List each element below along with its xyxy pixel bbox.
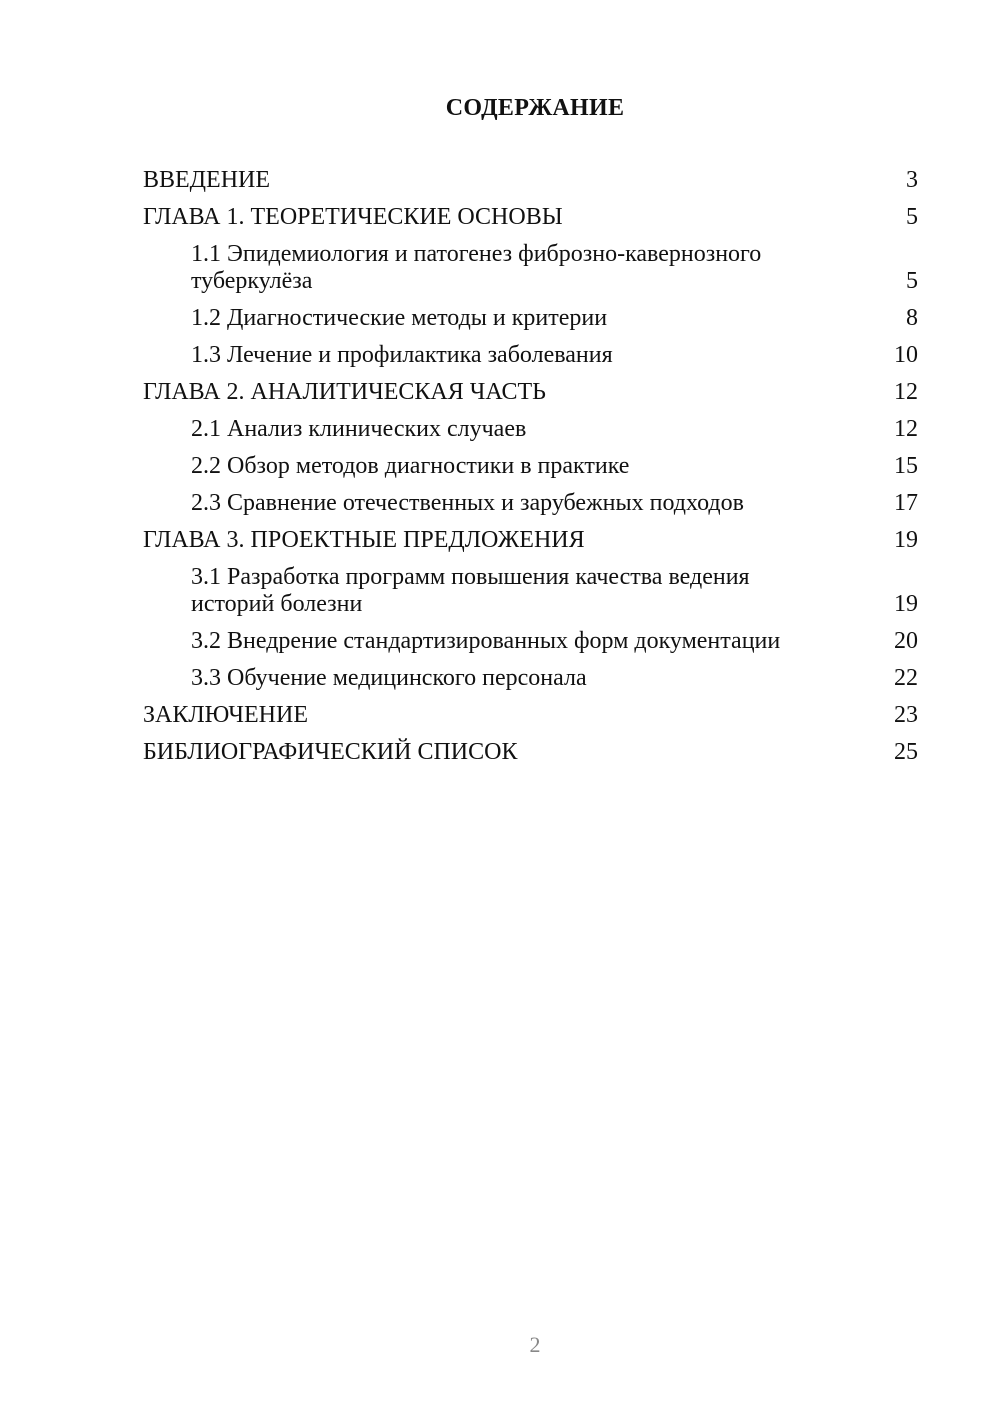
toc-entry-label: 1.2 Диагностические методы и критерии bbox=[191, 305, 608, 331]
toc-entry-page-number: 25 bbox=[894, 739, 918, 765]
toc-entry-label: ГЛАВА 1. ТЕОРЕТИЧЕСКИЕ ОСНОВЫ bbox=[143, 204, 563, 230]
toc-entry[interactable] bbox=[143, 416, 918, 443]
toc-entry[interactable] bbox=[143, 490, 918, 517]
toc-entry[interactable] bbox=[143, 204, 918, 231]
toc-entry-label: 3.3 Обучение медицинского персонала bbox=[191, 665, 587, 691]
toc-entry-page-number: 19 bbox=[894, 591, 918, 617]
toc-entry-label: 1.3 Лечение и профилактика заболевания bbox=[191, 342, 613, 368]
toc-entry-label: ГЛАВА 3. ПРОЕКТНЫЕ ПРЕДЛОЖЕНИЯ bbox=[143, 527, 585, 553]
toc-entry-label: ГЛАВА 2. АНАЛИТИЧЕСКАЯ ЧАСТЬ bbox=[143, 379, 546, 405]
toc-entry-label: 2.3 Сравнение отечественных и зарубежных подходов bbox=[191, 490, 744, 516]
toc-entry-page-number: 17 bbox=[894, 490, 918, 516]
toc-entry[interactable] bbox=[143, 702, 918, 729]
toc-entry[interactable] bbox=[143, 342, 918, 369]
toc-entry[interactable] bbox=[143, 453, 918, 480]
toc-entry-page-number: 20 bbox=[894, 628, 918, 654]
toc-entry[interactable] bbox=[143, 527, 918, 554]
toc-entry[interactable] bbox=[143, 564, 918, 618]
toc-entry-page-number: 12 bbox=[894, 379, 918, 405]
toc-entry[interactable] bbox=[143, 167, 918, 194]
toc-entry[interactable] bbox=[143, 241, 918, 295]
toc-entry-label: 2.2 Обзор методов диагностики в практике bbox=[191, 453, 630, 479]
toc-entry-label: ВВЕДЕНИЕ bbox=[143, 167, 271, 193]
toc-entry-page-number: 8 bbox=[906, 305, 918, 331]
toc-entry-label: БИБЛИОГРАФИЧЕСКИЙ СПИСОК bbox=[143, 739, 518, 765]
toc-entry-page-number: 15 bbox=[894, 453, 918, 479]
toc-entry-page-number: 10 bbox=[894, 342, 918, 368]
toc-entry[interactable] bbox=[143, 739, 918, 766]
toc-entry-label: ЗАКЛЮЧЕНИЕ bbox=[143, 702, 308, 728]
toc-entry-label: 2.1 Анализ клинических случаев bbox=[191, 416, 527, 442]
table-of-contents bbox=[143, 167, 918, 776]
page-title: СОДЕРЖАНИЕ bbox=[445, 95, 625, 121]
toc-entry-page-number: 22 bbox=[894, 665, 918, 691]
toc-entry-page-number: 19 bbox=[894, 527, 918, 553]
page-number: 2 bbox=[529, 1332, 541, 1357]
toc-entry-page-number: 12 bbox=[894, 416, 918, 442]
toc-entry-page-number: 3 bbox=[906, 167, 918, 193]
toc-entry-page-number: 5 bbox=[906, 204, 918, 230]
toc-entry-label: 3.1 Разработка программ повышения качества ведения историй болезни bbox=[191, 564, 750, 617]
toc-entry-page-number: 23 bbox=[894, 702, 918, 728]
toc-entry[interactable] bbox=[143, 379, 918, 406]
toc-entry-page-number: 5 bbox=[906, 268, 918, 294]
toc-entry-label: 3.2 Внедрение стандартизированных форм документации bbox=[191, 628, 781, 654]
toc-entry[interactable] bbox=[143, 628, 918, 655]
toc-entry[interactable] bbox=[143, 305, 918, 332]
toc-entry[interactable] bbox=[143, 665, 918, 692]
toc-entry-label: 1.1 Эпидемиология и патогенез фиброзно-кавернозного туберкулёза bbox=[191, 241, 762, 294]
